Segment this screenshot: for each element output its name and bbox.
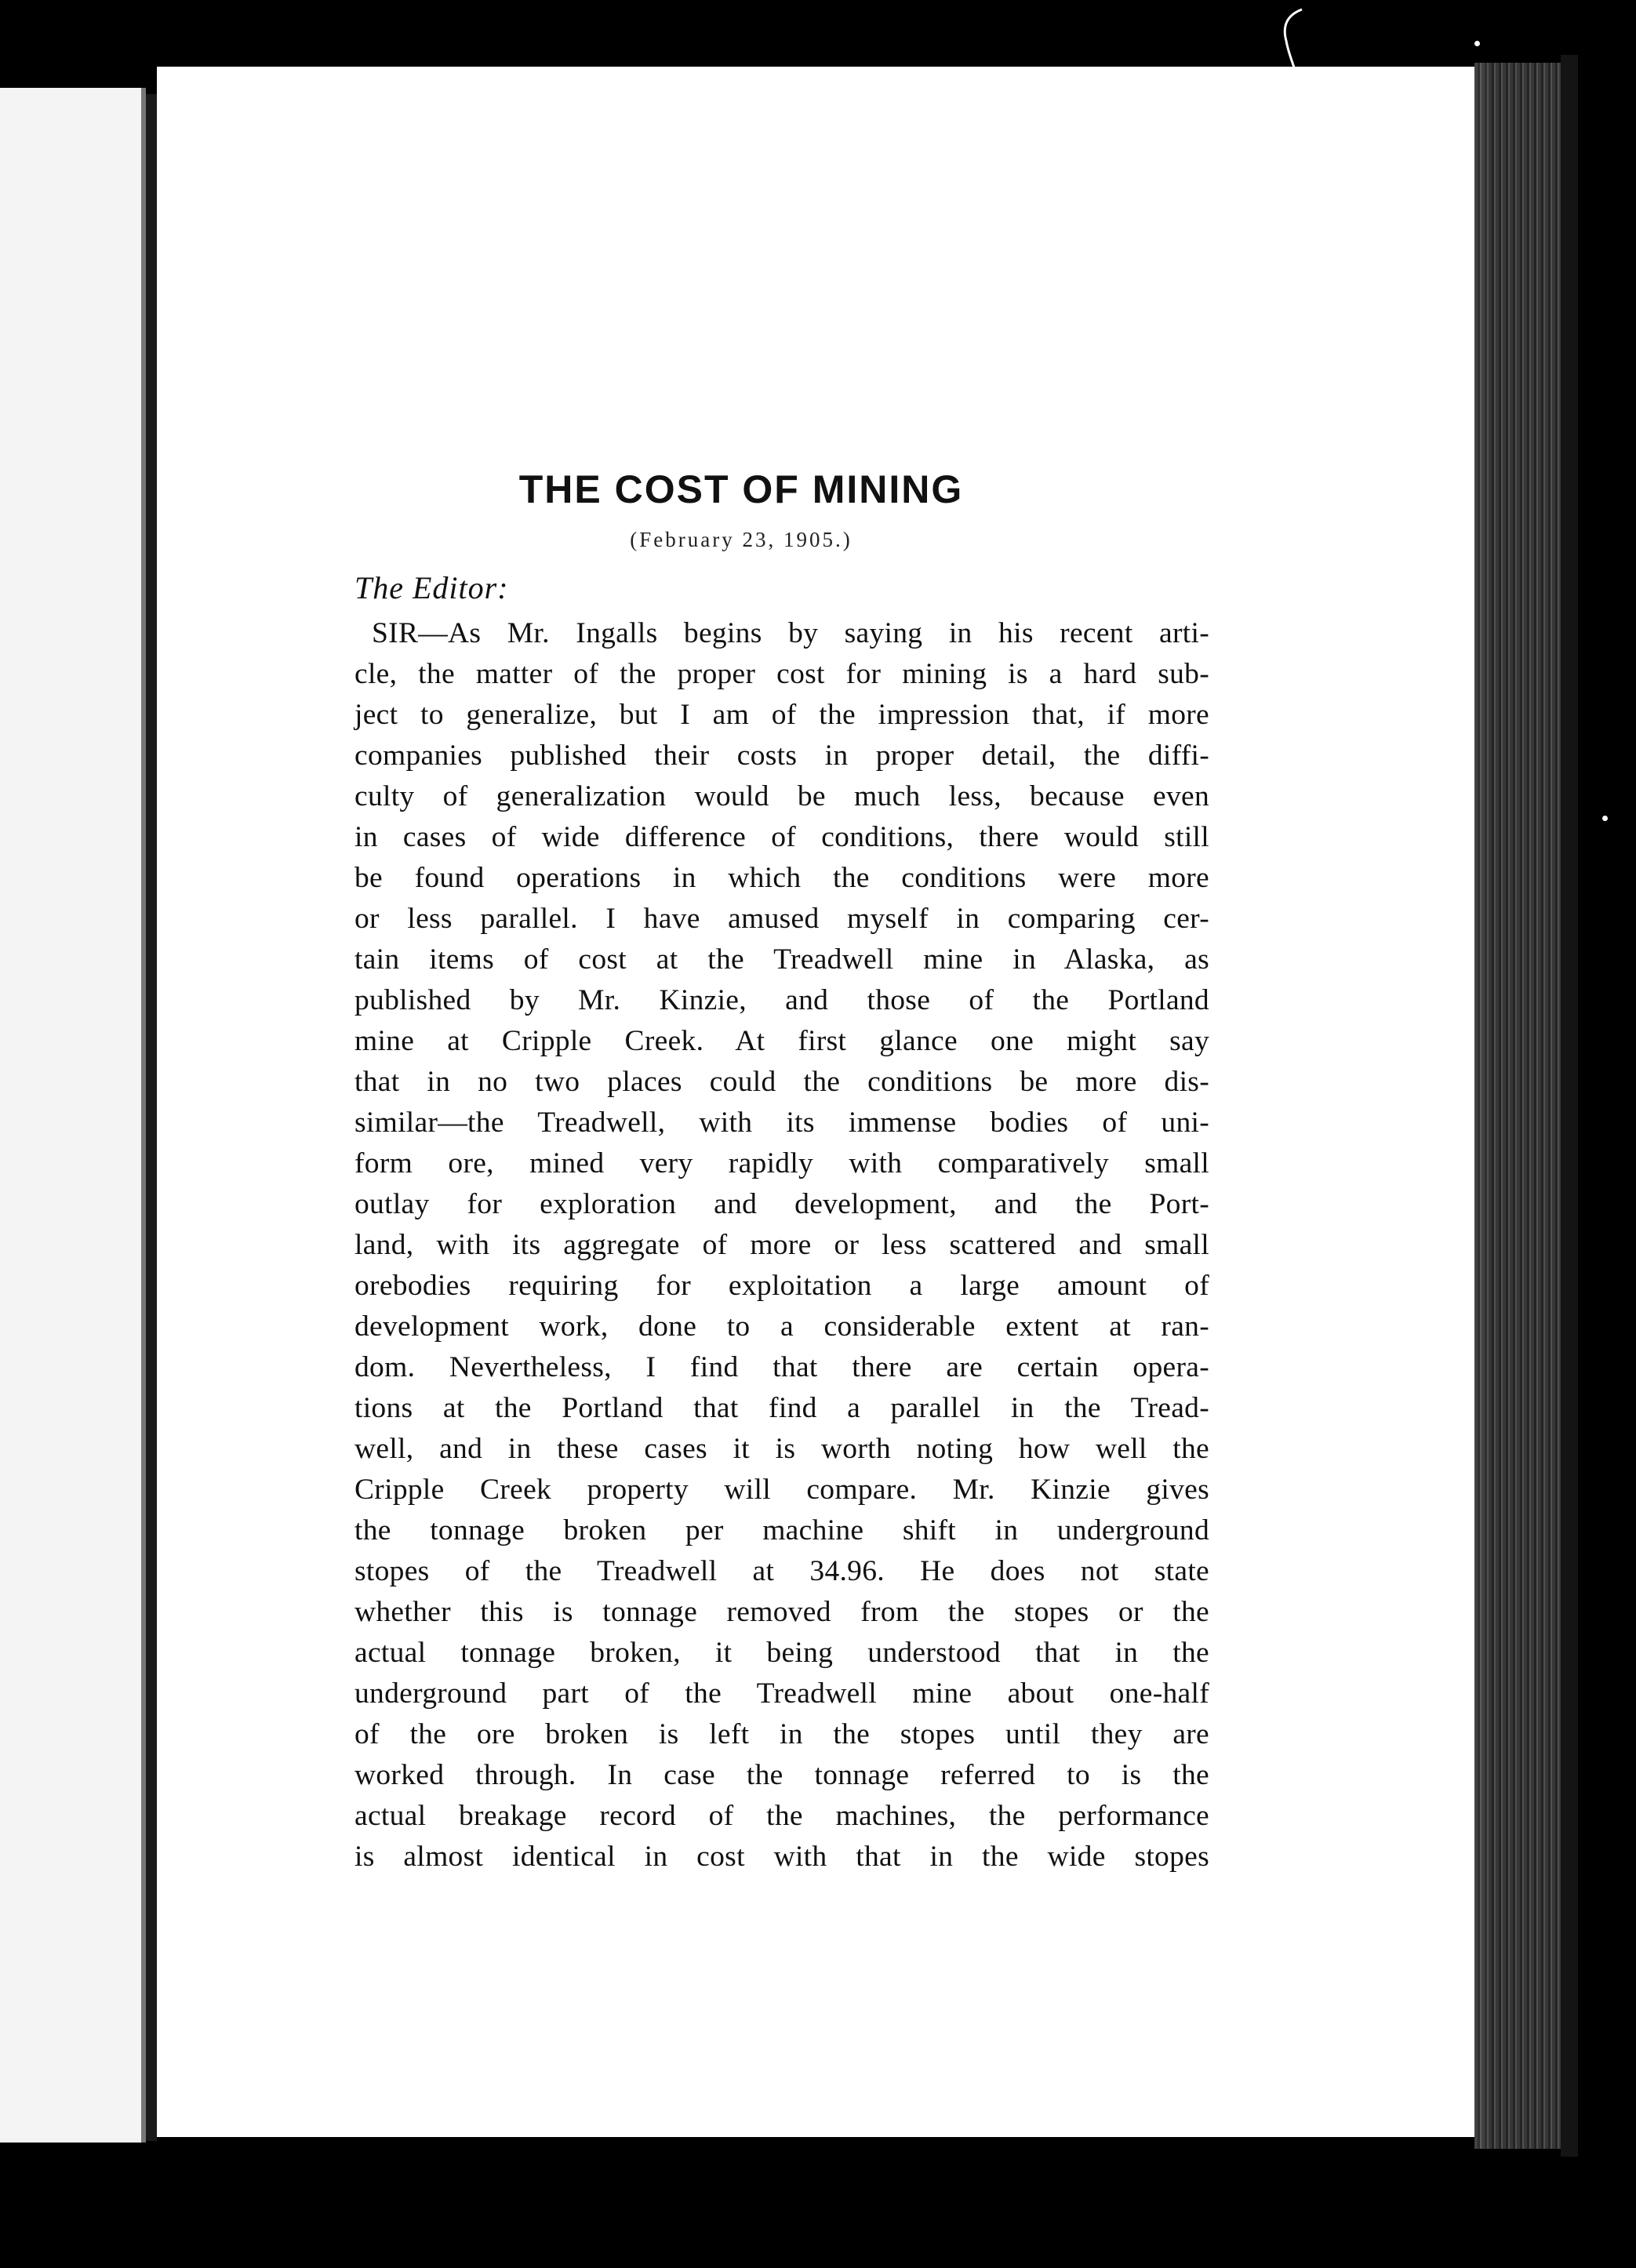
- article-date: (February 23, 1905.): [630, 528, 853, 551]
- text-line: land, with its aggregate of more or less scattered and small: [354, 1229, 1209, 1261]
- text-line: is almost identical in cost with that in the wide stopes: [354, 1841, 1209, 1873]
- facing-page-edge: [0, 88, 146, 2143]
- text-line: well, and in these cases it is worth noting how well the: [354, 1433, 1209, 1465]
- text-line: cle, the matter of the proper cost for mining is a hard sub-: [354, 658, 1209, 690]
- text-line: that in no two places could the conditions be more dis-: [354, 1066, 1209, 1098]
- text-line: stopes of the Treadwell at 34.96. He does not state: [354, 1555, 1209, 1587]
- scan-dust-mark: [1474, 41, 1480, 46]
- text-line: orebodies requiring for exploitation a large amount of: [354, 1270, 1209, 1302]
- text-line: Cripple Creek property will compare. Mr. Kinzie gives: [354, 1474, 1209, 1506]
- text-line: the tonnage broken per machine shift in underground: [354, 1514, 1209, 1547]
- scan-corner-mark: [1271, 6, 1325, 77]
- article-body: [354, 613, 1209, 1877]
- text-line: similar—the Treadwell, with its immense bodies of uni-: [354, 1107, 1209, 1139]
- text-line: outlay for exploration and development, and the Port-: [354, 1188, 1209, 1220]
- text-line: worked through. In case the tonnage referred to is the: [354, 1759, 1209, 1791]
- text-line: tain items of cost at the Treadwell mine in Alaska, as: [354, 943, 1209, 976]
- salutation: The Editor:: [354, 570, 509, 605]
- text-line: ject to generalize, but I am of the impression that, if more: [354, 699, 1209, 731]
- text-line: whether this is tonnage removed from the stopes or the: [354, 1596, 1209, 1628]
- text-line: SIR—As Mr. Ingalls begins by saying in his recent arti-: [372, 617, 1209, 649]
- text-line: published by Mr. Kinzie, and those of the Portland: [354, 984, 1209, 1016]
- text-line: companies published their costs in proper detail, the diffi-: [354, 740, 1209, 772]
- text-line: actual breakage record of the machines, the performance: [354, 1800, 1209, 1832]
- text-line: development work, done to a considerable extent at ran-: [354, 1310, 1209, 1343]
- article-title: THE COST OF MINING: [518, 467, 964, 511]
- book-gutter: [146, 94, 157, 2141]
- text-line: underground part of the Treadwell mine about one-half: [354, 1677, 1209, 1710]
- text-line: actual tonnage broken, it being understood that in the: [354, 1637, 1209, 1669]
- text-line: form ore, mined very rapidly with comparatively small: [354, 1147, 1209, 1179]
- text-line: be found operations in which the conditions were more: [354, 862, 1209, 894]
- text-line: mine at Cripple Creek. At first glance one might say: [354, 1025, 1209, 1057]
- text-line: dom. Nevertheless, I find that there are certain opera-: [354, 1351, 1209, 1383]
- text-line: in cases of wide difference of conditions, there would still: [354, 821, 1209, 853]
- text-line: or less parallel. I have amused myself in comparing cer-: [354, 903, 1209, 935]
- scan-dust-mark: [1602, 816, 1608, 821]
- book-cover-edge: [1561, 55, 1578, 2157]
- text-line: tions at the Portland that find a parallel in the Tread-: [354, 1392, 1209, 1424]
- text-line: of the ore broken is left in the stopes until they are: [354, 1718, 1209, 1750]
- text-line: culty of generalization would be much less, because even: [354, 780, 1209, 812]
